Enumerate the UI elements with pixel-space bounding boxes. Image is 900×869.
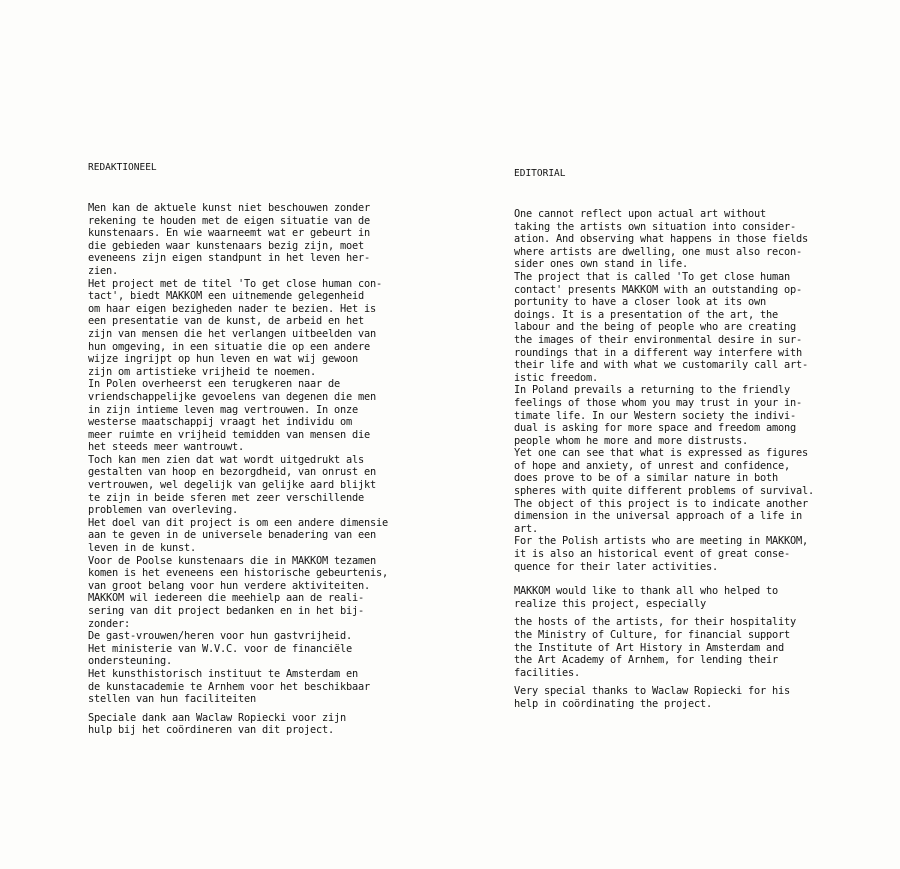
text-line: the images of their environmental desire in sur- bbox=[514, 333, 802, 346]
text-line: the hosts of the artists, for their hospitality bbox=[514, 616, 796, 629]
text-line: rekening te houden met de eigen situatie van de bbox=[88, 214, 370, 227]
text-line: tact', biedt MAKKOM een uitnemende gelegenheid bbox=[88, 290, 364, 303]
dutch-column bbox=[88, 162, 408, 737]
text-line: zien. bbox=[88, 264, 118, 277]
text-line: aan te geven in de universele benadering van een bbox=[88, 529, 376, 542]
text-line: om haar eigen bezigheden nader te bezien. Het is bbox=[88, 302, 376, 315]
text-line: kunstenaars. En wie waarneemt wat er gebeurt in bbox=[88, 227, 370, 240]
text-line: Toch kan men zien dat wat wordt uitgedrukt als bbox=[88, 453, 364, 466]
paragraph bbox=[514, 208, 834, 573]
text-line: In Polen overheerst een terugkeren naar de bbox=[88, 378, 340, 391]
text-line: vriendschappelijke gevoelens van degenen die men bbox=[88, 390, 376, 403]
redaktioneel-heading: REDAKTIONEEL bbox=[88, 162, 157, 173]
text-line: istic freedom. bbox=[514, 371, 598, 384]
text-line: Voor de Poolse kunstenaars die in MAKKOM tezamen bbox=[88, 554, 376, 567]
text-line: The project that is called 'To get close human bbox=[514, 270, 790, 283]
text-line: hun omgeving, in een situatie die op een andere bbox=[88, 340, 370, 353]
paragraph bbox=[88, 202, 408, 706]
text-line: portunity to have a closer look at its own bbox=[514, 296, 766, 309]
dutch-body-text bbox=[88, 202, 408, 737]
text-line: contact' presents MAKKOM with an outstanding op- bbox=[514, 283, 802, 296]
text-line: In Poland prevails a returning to the friendly bbox=[514, 384, 790, 397]
paragraph bbox=[88, 712, 408, 737]
text-line: komen is het eveneens een historische gebeurtenis, bbox=[88, 567, 388, 580]
text-line: quence for their later activities. bbox=[514, 560, 718, 573]
text-line: does prove to be of a similar nature in both bbox=[514, 472, 778, 485]
text-line: Speciale dank aan Waclaw Ropiecki voor zijn bbox=[88, 711, 346, 724]
text-line: Het ministerie van W.V.C. voor de financiële bbox=[88, 642, 352, 655]
text-line: facilities. bbox=[514, 666, 580, 679]
text-line: feelings of those whom you may trust in your in- bbox=[514, 396, 802, 409]
text-line: it is also an historical event of great conse- bbox=[514, 548, 790, 561]
text-line: where artists are dwelling, one must also recon- bbox=[514, 245, 802, 258]
paragraph bbox=[514, 616, 834, 679]
text-line: Yet one can see that what is expressed as figures bbox=[514, 447, 808, 460]
text-line: of hope and anxiety, of unrest and confidence, bbox=[514, 459, 790, 472]
text-line: te zijn in beide sferen met zeer verschillende bbox=[88, 491, 364, 504]
text-line: eveneens zijn eigen standpunt in het leven her- bbox=[88, 252, 370, 265]
text-line: dimension in the universal approach of a life in bbox=[514, 510, 802, 523]
text-line: art. bbox=[514, 522, 538, 535]
text-line: realize this project, especially bbox=[514, 597, 706, 610]
text-line: wijze ingrijpt op hun leven en wat wij gewoon bbox=[88, 353, 358, 366]
text-line: the Art Academy of Arnhem, for lending their bbox=[514, 654, 778, 667]
text-line: The object of this project is to indicate another bbox=[514, 497, 808, 510]
paragraph bbox=[514, 585, 834, 610]
text-line: in zijn intieme leven mag vertrouwen. In onze bbox=[88, 403, 358, 416]
text-line: een presentatie van de kunst, de arbeid en het bbox=[88, 315, 364, 328]
text-line: sider ones own stand in life. bbox=[514, 258, 688, 271]
text-line: De gast-vrouwen/heren voor hun gastvrijheid. bbox=[88, 630, 352, 643]
paragraph-gap bbox=[514, 573, 834, 585]
english-column bbox=[514, 168, 834, 711]
text-line: Het doel van dit project is om een andere dimensie bbox=[88, 516, 388, 529]
text-line: gestalten van hoop en bezorgdheid, van onrust en bbox=[88, 466, 376, 479]
text-line: roundings that in a different way interfere with bbox=[514, 346, 802, 359]
text-line: timate life. In our Western society the indivi- bbox=[514, 409, 796, 422]
text-line: zijn om artistieke vrijheid te noemen. bbox=[88, 365, 316, 378]
paragraph bbox=[514, 685, 834, 710]
text-line: stellen van hun faciliteiten bbox=[88, 693, 256, 706]
text-line: For the Polish artists who are meeting in MAKKOM, bbox=[514, 535, 808, 548]
text-line: westerse maatschappij vraagt het individu om bbox=[88, 416, 352, 429]
text-line: van groot belang voor hun verdere aktiviteiten. bbox=[88, 579, 370, 592]
text-line: die gebieden waar kunstenaars bezig zijn, moet bbox=[88, 239, 364, 252]
text-line: people whom he more and more distrusts. bbox=[514, 434, 748, 447]
text-line: sering van dit project bedanken en in het bij- bbox=[88, 605, 364, 617]
text-line: taking the artists own situation into consider- bbox=[514, 220, 796, 233]
text-line: the Ministry of Culture, for financial support bbox=[514, 629, 790, 641]
text-line: Het kunsthistorisch instituut te Amsterdam en bbox=[88, 667, 358, 680]
text-line: problemen van overleving. bbox=[88, 504, 238, 517]
text-line: help in coördinating the project. bbox=[514, 697, 712, 710]
text-line: zonder: bbox=[88, 617, 130, 630]
text-line: leven in de kunst. bbox=[88, 542, 196, 555]
text-line: meer ruimte en vrijheid temidden van mensen die bbox=[88, 428, 370, 441]
text-line: dual is asking for more space and freedom among bbox=[514, 422, 796, 435]
text-line: Men kan de aktuele kunst niet beschouwen zonder bbox=[88, 202, 370, 214]
text-line: the Institute of Art History in Amsterdam and bbox=[514, 641, 784, 654]
text-line: ondersteuning. bbox=[88, 655, 172, 668]
english-body-text bbox=[514, 208, 834, 711]
text-line: het steeds meer wantrouwt. bbox=[88, 441, 244, 454]
text-line: hulp bij het coördineren van dit project. bbox=[88, 724, 334, 737]
text-line: spheres with quite different problems of survival. bbox=[514, 485, 814, 498]
text-line: MAKKOM wil iedereen die meehielp aan de reali- bbox=[88, 592, 364, 605]
text-line: vertrouwen, wel degelijk van gelijke aard blijkt bbox=[88, 479, 376, 492]
text-line: zijn van mensen die het verlangen uitbeelden van bbox=[88, 327, 376, 340]
text-line: doings. It is a presentation of the art, the bbox=[514, 308, 778, 321]
editorial-heading: EDITORIAL bbox=[514, 168, 566, 179]
text-line: One cannot reflect upon actual art without bbox=[514, 208, 766, 220]
text-line: MAKKOM would like to thank all who helped to bbox=[514, 585, 778, 598]
text-line: ation. And observing what happens in those fields bbox=[514, 233, 808, 246]
text-line: Very special thanks to Waclaw Ropiecki for his bbox=[514, 685, 790, 698]
text-line: de kunstacademie te Arnhem voor het beschikbaar bbox=[88, 680, 370, 693]
text-line: labour and the being of people who are creating bbox=[514, 321, 796, 334]
text-line: Het project met de titel 'To get close human con- bbox=[88, 277, 382, 290]
text-line: their life and with what we customarily call art- bbox=[514, 359, 808, 372]
